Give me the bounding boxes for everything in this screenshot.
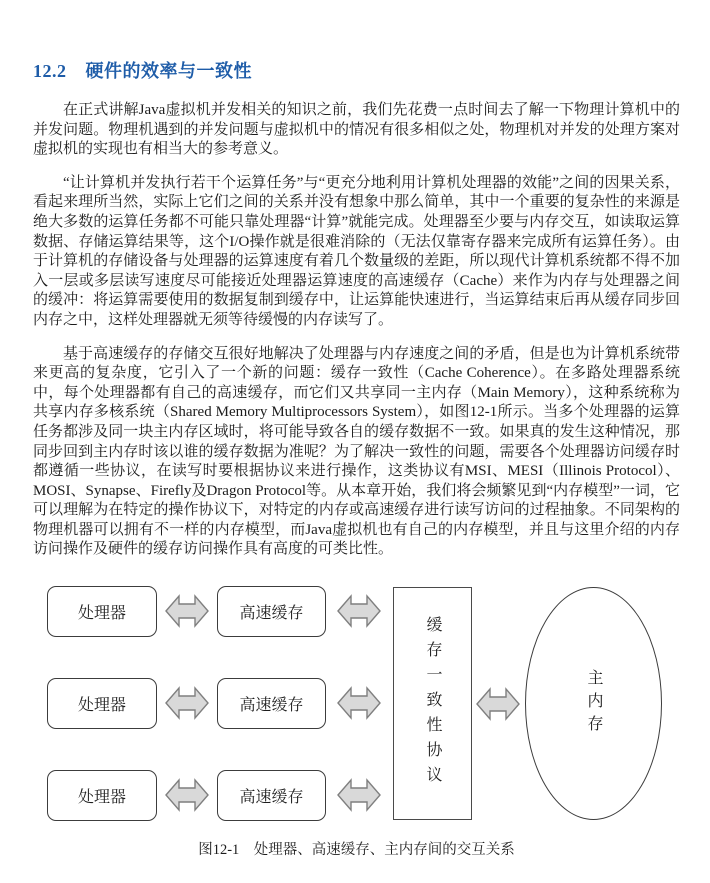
coherence-protocol-label: 缓存一致性协议 — [424, 616, 441, 792]
section-number: 12.2 — [33, 61, 67, 81]
paragraph-intro: 在正式讲解Java虚拟机并发相关的知识之前，我们先花费一点时间去了解一下物理计算机中的并发问题。物理机遇到的并发问题与虚拟机中的情况有很多相似之处，物理机对并发的处理方案对虚拟机的实现也有相当大的参考意义。 — [33, 102, 680, 158]
cache-box-2: 高速缓存 — [217, 678, 326, 729]
section-heading — [33, 57, 680, 83]
main-memory-label: 主内存 — [585, 669, 602, 739]
cache-box-3: 高速缓存 — [217, 770, 326, 821]
double-arrow-icon — [165, 592, 209, 630]
section-title: 硬件的效率与一致性 — [85, 61, 252, 81]
double-arrow-icon — [476, 685, 520, 723]
paragraph-cache-buffer: “让计算机并发执行若干个运算任务”与“更充分地利用计算机处理器的效能”之间的因果关系，看起来理所当然，实际上它们之间的关系并没有想象中那么简单，其中一个重要的复杂性的来源是绝大多数的运算任务都不可能只靠处理器“计算”就能完成。处理器至少要与内存交互，如读取运算数据、存储运算结果等，这个I/O操作就是很难消除的（无法仅靠寄存器来完成所有运算任务）。由于计算机的存储设备与处理器的运算速度有着几个数量级的差距，所以现代计算机系统都不得不加入一层或多层读写速度尽可能接近处理器运算速度的高速缓存（Cache）来作为内存与处理器之间的缓冲：将运算需要使用的数据复制到缓存中，让运算能快速进行，当运算结束后再从缓存同步回内存之中，这样处理器就无须等待缓慢的内存读写了。 — [33, 174, 680, 328]
processor-box-1: 处理器 — [47, 586, 157, 637]
figure-12-1 — [33, 584, 680, 859]
double-arrow-icon — [165, 776, 209, 814]
paragraph-cache-coherence: 基于高速缓存的存储交互很好地解决了处理器与内存速度之间的矛盾，但是也为计算机系统带来更高的复杂度，它引入了一个新的问题：缓存一致性（Cache Coherence）。在多路处理器系统中，每个处理器都有自己的高速缓存，而它们又共享同一主内存（Main Memory），这种系统称为共享内存多核系统（Shared Memory Multiprocessors System），如图12-1所示。当多个处理器的运算任务都涉及同一块主内存区域时，将可能导致各自的缓存数据不一致。如果真的发生这种情况，那同步回到主内存时该以谁的缓存数据为准呢？为了解决一致性的问题，需要各个处理器访问缓存时都遵循一些协议，在读写时要根据协议来进行操作，这类协议有MSI、MESI（Illinois Protocol）、MOSI、Synapse、Firefly及Dragon Protocol等。从本章开始，我们将会频繁见到“内存模型”一词，它可以理解为在特定的操作协议下，对特定的内存或高速缓存进行读写访问的过程抽象。不同架构的物理机器可以拥有不一样的内存模型，而Java虚拟机也有自己的内存模型，并且与这里介绍的内存访问操作及硬件的缓存访问操作具有高度的可类比性。 — [33, 345, 680, 558]
coherence-protocol-box — [393, 587, 472, 820]
double-arrow-icon — [165, 684, 209, 722]
interaction-diagram — [33, 584, 680, 824]
main-memory-ellipse — [525, 587, 662, 820]
processor-box-3: 处理器 — [47, 770, 157, 821]
processor-box-2: 处理器 — [47, 678, 157, 729]
figure-caption: 图12-1 处理器、高速缓存、主内存间的交互关系 — [198, 842, 515, 859]
double-arrow-icon — [337, 592, 381, 630]
double-arrow-icon — [337, 776, 381, 814]
cache-box-1: 高速缓存 — [217, 586, 326, 637]
double-arrow-icon — [337, 684, 381, 722]
